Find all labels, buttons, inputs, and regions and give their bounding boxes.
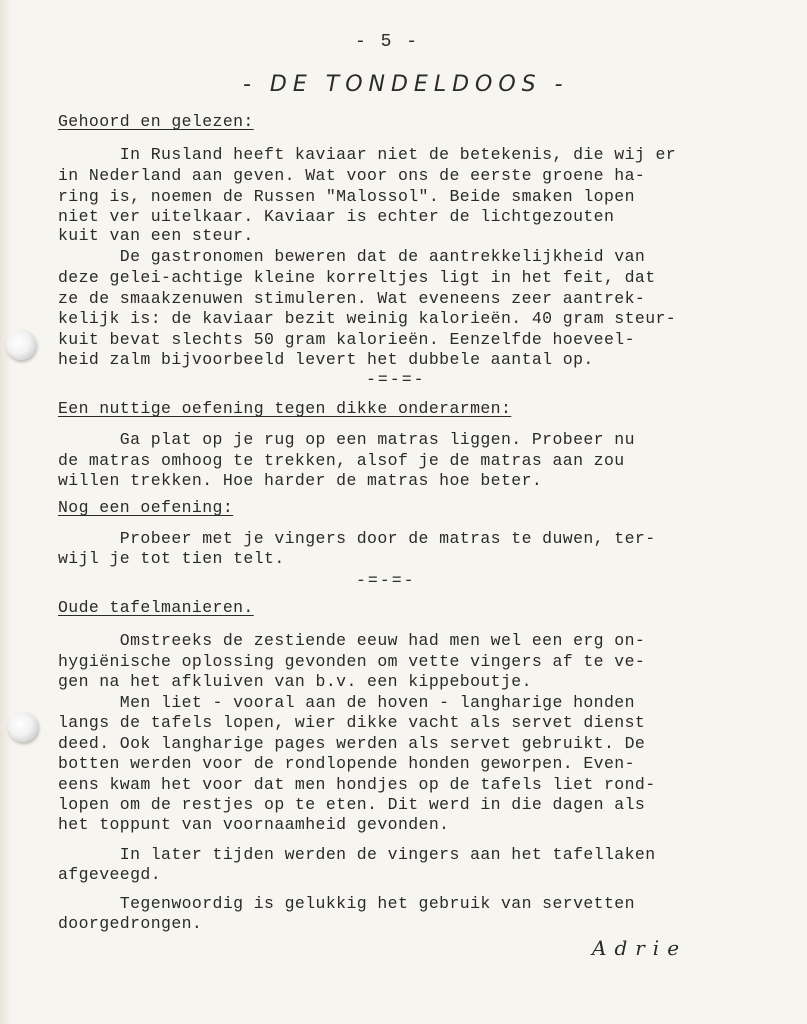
text-line: lopen om de restjes op te eten. Dit werd in die dagen als [58, 795, 646, 814]
paper-edge-shadow [0, 0, 12, 1024]
section-separator: -=-=- [366, 370, 426, 389]
text-line: kuit van een steur. [58, 226, 254, 245]
text-line: gen na het afkluiven van b.v. een kippeboutje. [58, 672, 532, 691]
text-line: kuit bevat slechts 50 gram kalorieën. Eenzelfde hoeveel- [58, 330, 635, 349]
text-line: ze de smaakzenuwen stimuleren. Wat eveneens zeer aantrek- [58, 289, 646, 308]
text-line: hygiënische oplossing gevonden om vette vingers af te ve- [58, 652, 646, 671]
section-separator: -=-=- [356, 571, 416, 590]
text-line: langs de tafels lopen, wier dikke vacht als servet dienst [58, 713, 646, 732]
text-line: Omstreeks de zestiende eeuw had men wel een erg on- [58, 631, 646, 650]
heading-oude-tafelmanieren: Oude tafelmanieren. [58, 598, 254, 617]
text-line: willen trekken. Hoe harder de matras hoe beter. [58, 471, 543, 490]
heading-gehoord-en-gelezen: Gehoord en gelezen: [58, 112, 254, 131]
text-line: ring is, noemen de Russen "Malossol". Beide smaken lopen [58, 187, 635, 206]
text-line: in Nederland aan geven. Wat voor ons de eerste groene ha- [58, 166, 646, 185]
heading-nog-een-oefening: Nog een oefening: [58, 498, 234, 517]
text-line: In Rusland heeft kaviaar niet de betekenis, die wij er [58, 145, 677, 164]
text-line: de matras omhoog te trekken, alsof je de matras aan zou [58, 451, 625, 470]
author-signature: Adrie [592, 936, 688, 960]
text-line: doorgedrongen. [58, 914, 203, 933]
heading-nuttige-oefening: Een nuttige oefening tegen dikke onderarmen: [58, 399, 512, 418]
punch-hole-upper [6, 330, 36, 360]
text-line: deze gelei-achtige kleine korreltjes ligt in het feit, dat [58, 268, 656, 287]
text-line: wijl je tot tien telt. [58, 549, 285, 568]
text-line: afgeveegd. [58, 865, 162, 884]
text-line: De gastronomen beweren dat de aantrekkelijkheid van [58, 247, 646, 266]
punch-hole-lower [8, 712, 38, 742]
text-line: In later tijden werden de vingers aan het tafellaken [58, 845, 656, 864]
text-line: botten werden voor de rondlopende honden geworpen. Even- [58, 754, 635, 773]
text-line: eens kwam het voor dat men hondjes op de tafels liet rond- [58, 775, 656, 794]
page-number: - 5 - [355, 32, 420, 52]
text-line: Ga plat op je rug op een matras liggen. Probeer nu [58, 430, 635, 449]
text-line: Probeer met je vingers door de matras te duwen, ter- [58, 529, 656, 548]
text-line: deed. Ook langharige pages werden als servet gebruikt. De [58, 734, 646, 753]
text-line: heid zalm bijvoorbeeld levert het dubbele aantal op. [58, 350, 594, 369]
text-line: Men liet - vooral aan de hoven - langharige honden [58, 693, 635, 712]
text-line: kelijk is: de kaviaar bezit weinig kalorieën. 40 gram steur- [58, 309, 677, 328]
text-line: het toppunt van voornaamheid gevonden. [58, 815, 450, 834]
text-line: niet ver uitelkaar. Kaviaar is echter de lichtgezouten [58, 207, 615, 226]
newsletter-title: - DE TONDELDOOS - [243, 72, 569, 97]
text-line: Tegenwoordig is gelukkig het gebruik van servetten [58, 894, 635, 913]
